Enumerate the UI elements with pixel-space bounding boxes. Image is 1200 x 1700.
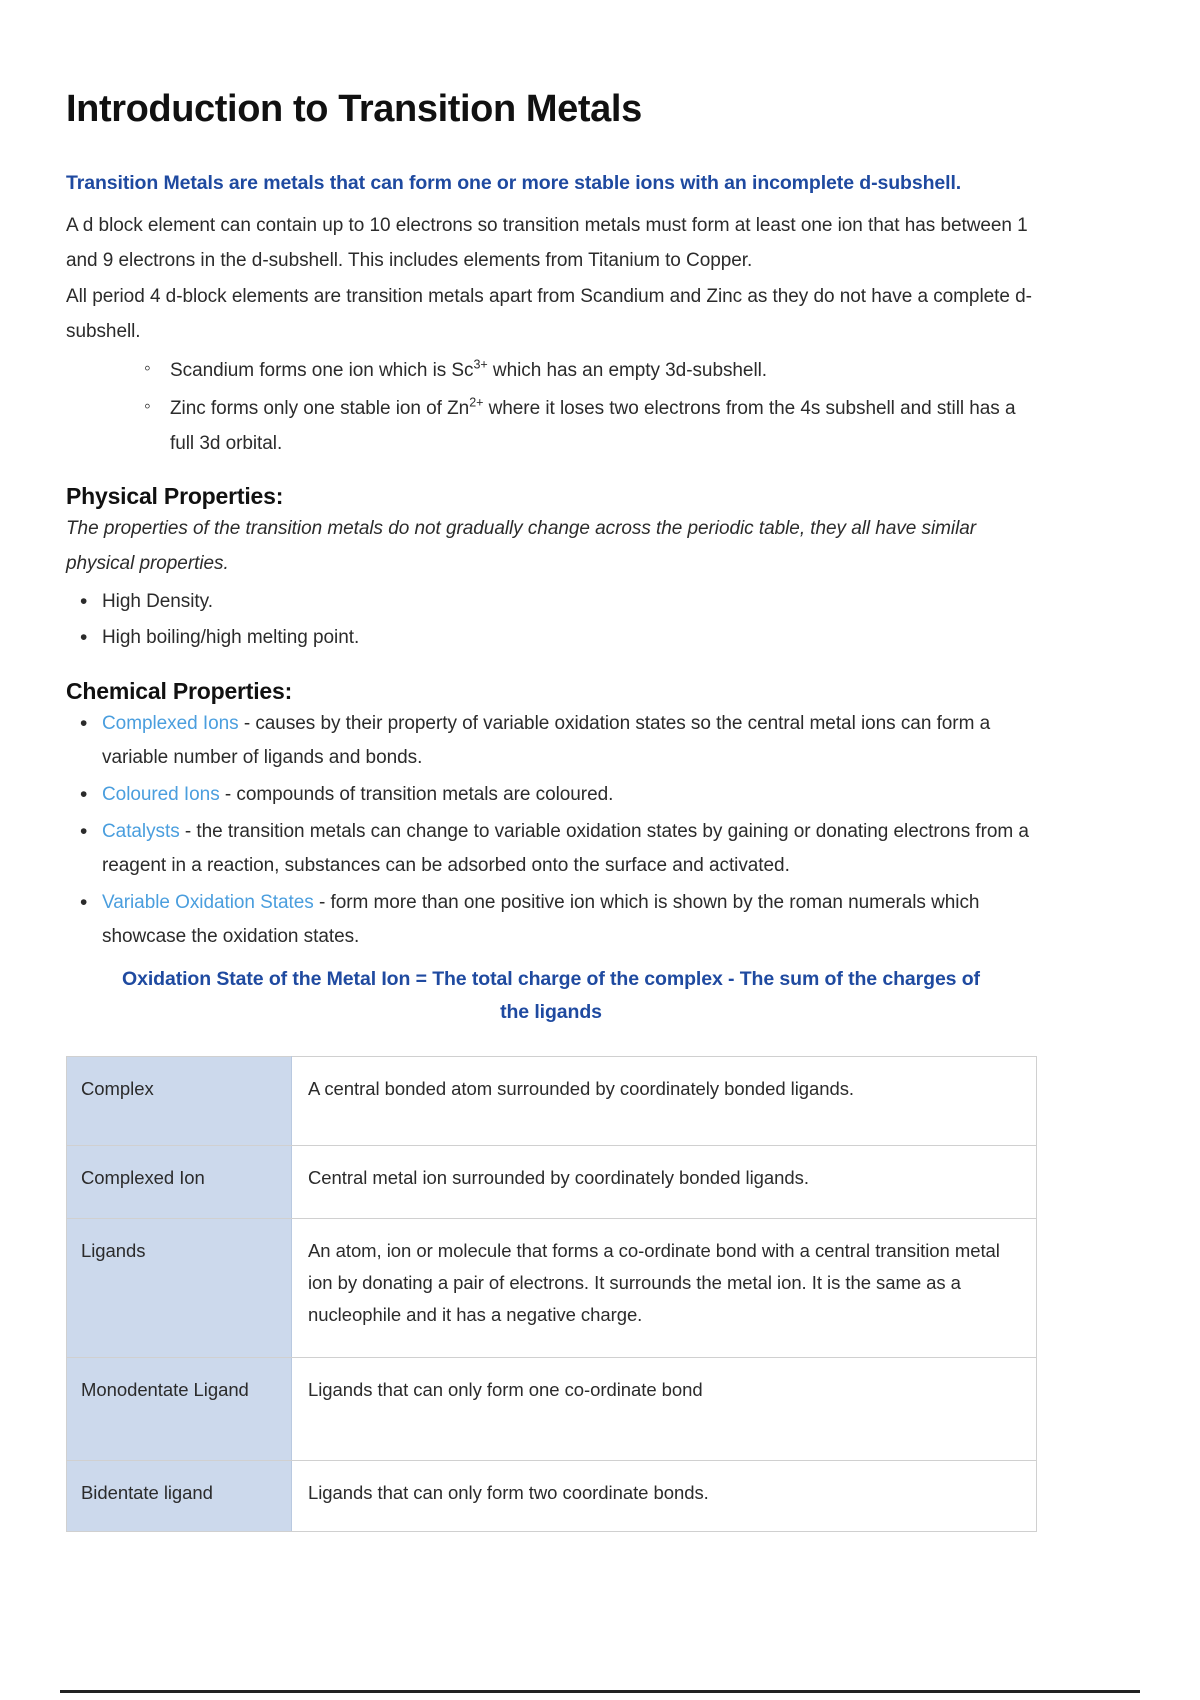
- list-item: [170, 392, 1036, 461]
- table-row: [67, 1357, 1037, 1460]
- table-term-cell: Bidentate ligand: [67, 1460, 292, 1531]
- table-term-cell: Monodentate Ligand: [67, 1357, 292, 1460]
- table-row: [67, 1056, 1037, 1145]
- table-definition-cell: Ligands that can only form two coordinate bonds.: [292, 1460, 1037, 1531]
- physical-properties-note: The properties of the transition metals do not gradually change across the periodic table, they all have similar physical properties.: [66, 518, 977, 574]
- list-item: • High boiling/high melting point.: [102, 621, 1036, 656]
- definitions-table: [66, 1056, 1037, 1532]
- term-complexed-ions: Complexed Ions: [102, 712, 239, 734]
- table-row: [67, 1218, 1037, 1357]
- exception-scandium-post: which has an empty 3d-subshell.: [487, 359, 768, 381]
- table-row: [67, 1460, 1037, 1531]
- list-item: [170, 354, 1036, 389]
- definition-statement: Transition Metals are metals that can form one or more stable ions with an incomplete d-subshell.: [66, 171, 962, 194]
- term-coloured-ions-desc: - compounds of transition metals are coloured.: [219, 784, 614, 805]
- term-coloured-ions: Coloured Ions: [102, 784, 220, 805]
- table-definition-cell: Ligands that can only form one co-ordinate bond: [292, 1357, 1037, 1460]
- table-term-cell: Complex: [67, 1056, 292, 1145]
- table-term-cell: Ligands: [67, 1218, 292, 1357]
- table-definition-cell: A central bonded atom surrounded by coordinately bonded ligands.: [292, 1056, 1037, 1145]
- exceptions-list: [66, 354, 1036, 462]
- term-catalysts: Catalysts: [102, 820, 180, 842]
- exception-zinc-pre: Zinc forms only one stable ion of Zn: [170, 398, 470, 420]
- table-definition-cell: Central metal ion surrounded by coordinately bonded ligands.: [292, 1145, 1037, 1218]
- physical-properties-heading: Physical Properties:: [66, 483, 284, 510]
- table-definition-cell: An atom, ion or molecule that forms a co-ordinate bond with a central transition metal ion by donating a pair of electrons. It surrounds the metal ion. It is the same as a nucleophile and it has a negative charge.: [292, 1218, 1037, 1357]
- paragraph-d-block: A d block element can contain up to 10 electrons so transition metals must form at least one ion that has between 1 and 9 electrons in the d-subshell. This includes elements from Titanium to Copper.: [66, 215, 1028, 271]
- exception-zinc-charge: 2+: [469, 395, 484, 410]
- term-variable-oxidation-states: Variable Oxidation States: [102, 891, 314, 913]
- page-title: Introduction to Transition Metals: [66, 88, 642, 130]
- exception-zinc-post: where it loses two electrons from the 4s subshell and still has a full 3d orbital.: [170, 398, 1016, 454]
- exception-scandium-pre: Scandium forms one ion which is Sc: [170, 359, 474, 381]
- exception-scandium-charge: 3+: [473, 357, 488, 372]
- oxidation-state-formula: Oxidation State of the Metal Ion = The total charge of the complex - The sum of the charges of the ligands: [122, 967, 980, 1024]
- table-term-cell: Complexed Ion: [67, 1145, 292, 1218]
- list-item: [102, 778, 1036, 813]
- table-row: [67, 1145, 1037, 1218]
- footer-divider: [60, 1690, 1140, 1693]
- list-item: • High Density.: [102, 585, 1036, 620]
- physical-properties-list: [66, 585, 1036, 656]
- list-item: [102, 815, 1036, 884]
- chemical-properties-list: [66, 707, 1036, 955]
- document-content: [66, 88, 1036, 1532]
- chemical-properties-heading: Chemical Properties:: [66, 677, 293, 704]
- list-item: [102, 707, 1036, 776]
- paragraph-period-4: All period 4 d-block elements are transition metals apart from Scandium and Zinc as they do not have a complete d-subshell.: [66, 286, 1032, 342]
- term-catalysts-desc: - the transition metals can change to variable oxidation states by gaining or donating electrons from a reagent in a reaction, substances can be adsorbed onto the surface and activated.: [102, 820, 1029, 877]
- term-complexed-ions-desc: - causes by their property of variable oxidation states so the central metal ions can form a variable number of ligands and bonds.: [102, 712, 991, 769]
- term-variable-oxidation-states-desc: - form more than one positive ion which is shown by the roman numerals which showcase the oxidation states.: [102, 891, 980, 948]
- list-item: [102, 886, 1036, 955]
